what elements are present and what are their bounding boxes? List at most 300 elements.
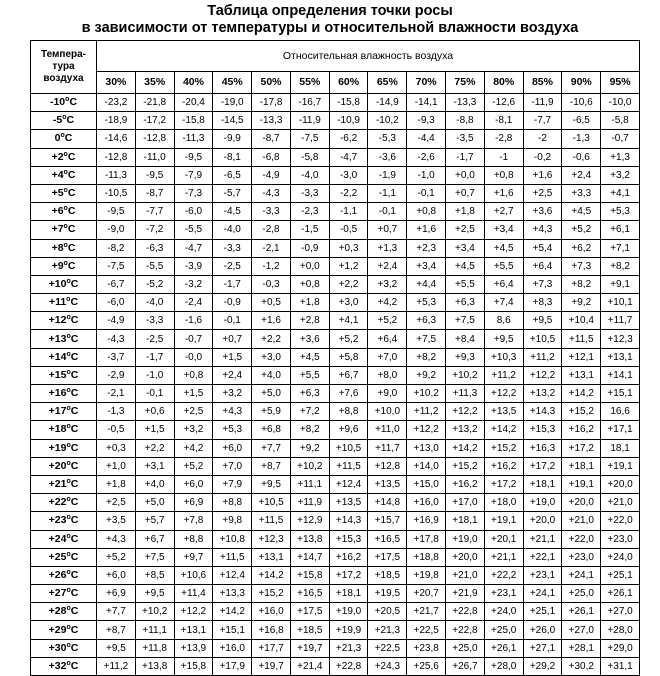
dew-point-cell: +7,5	[407, 330, 446, 348]
dew-point-cell: +12,2	[484, 385, 523, 403]
title-line-2: в зависимости от температуры и относительной влажности воздуха	[81, 20, 579, 36]
temperature-cell	[31, 603, 97, 621]
dew-point-cell: +11,2	[407, 403, 446, 421]
temperature-cell	[31, 439, 97, 457]
humidity-percent-header: 35%	[135, 72, 174, 94]
dew-point-cell: +10,2	[407, 385, 446, 403]
dew-point-cell: -8,7	[135, 184, 174, 202]
celsius-unit: C	[70, 423, 79, 436]
dew-point-cell: +3,3	[562, 184, 601, 202]
dew-point-cell: +0,5	[252, 294, 291, 312]
humidity-percent-header: 65%	[368, 72, 407, 94]
dew-point-table	[30, 40, 640, 676]
celsius-unit: C	[70, 332, 79, 345]
dew-point-cell: +31,1	[601, 657, 640, 675]
dew-point-cell: +19,0	[446, 530, 485, 548]
dew-point-cell: -5,8	[290, 148, 329, 166]
dew-point-cell: +4,3	[213, 403, 252, 421]
temperature-cell	[31, 257, 97, 275]
dew-point-cell: +17,8	[407, 530, 446, 548]
degree-sign: o	[63, 168, 68, 176]
table-row	[31, 239, 640, 257]
dew-point-cell: +13,1	[562, 366, 601, 384]
dew-point-cell: -8,7	[252, 130, 291, 148]
dew-point-cell: +13,5	[329, 494, 368, 512]
temperature-value: +9	[51, 259, 64, 272]
degree-sign: o	[66, 296, 71, 304]
dew-point-cell: -5,7	[213, 184, 252, 202]
dew-point-cell: +1,8	[290, 294, 329, 312]
table-row	[31, 421, 640, 439]
dew-point-cell: +2,7	[484, 203, 523, 221]
dew-point-cell: -3,6	[368, 148, 407, 166]
dew-point-cell: +18,8	[407, 548, 446, 566]
corner-header-line: Темпера-	[40, 49, 87, 60]
degree-sign: o	[63, 259, 68, 267]
dew-point-cell: +18,5	[290, 621, 329, 639]
dew-point-cell: +2,2	[252, 330, 291, 348]
dew-point-cell: -7,3	[174, 184, 213, 202]
dew-point-cell: +13,8	[135, 657, 174, 675]
dew-point-cell: +9,2	[290, 439, 329, 457]
dew-point-cell: +5,4	[523, 239, 562, 257]
dew-point-cell: -2,8	[484, 130, 523, 148]
dew-point-cell: +9,5	[484, 330, 523, 348]
dew-point-cell: -5,5	[174, 221, 213, 239]
dew-point-cell: +12,8	[368, 457, 407, 475]
celsius-unit: C	[70, 441, 79, 454]
dew-point-cell: +0,0	[446, 166, 485, 184]
humidity-percent-header: 45%	[213, 72, 252, 94]
dew-point-cell: +23,8	[407, 639, 446, 657]
dew-point-cell: +9,2	[562, 294, 601, 312]
dew-point-cell: +22,0	[562, 530, 601, 548]
dew-point-cell: +29,2	[523, 657, 562, 675]
dew-point-cell: -6,3	[135, 239, 174, 257]
temperature-value: +12	[48, 314, 67, 327]
dew-point-cell: +6,0	[213, 439, 252, 457]
celsius-unit: C	[70, 387, 79, 400]
dew-point-cell: +1,6	[407, 221, 446, 239]
temperature-value: +20	[48, 459, 67, 472]
dew-point-cell: -20,4	[174, 94, 213, 112]
temperature-cell	[31, 166, 97, 184]
dew-point-cell: -0,1	[368, 203, 407, 221]
dew-point-cell: +11,2	[484, 366, 523, 384]
temperature-cell	[31, 512, 97, 530]
dew-point-cell: +27,0	[601, 603, 640, 621]
dew-point-cell: +10,8	[213, 530, 252, 548]
dew-point-cell: -2,1	[97, 385, 136, 403]
dew-point-cell: +15,2	[252, 585, 291, 603]
dew-point-cell: +11,5	[329, 457, 368, 475]
dew-point-cell: +14,3	[523, 403, 562, 421]
dew-point-cell: +15,3	[329, 530, 368, 548]
dew-point-cell: -3,3	[290, 184, 329, 202]
dew-point-cell: +19,9	[329, 621, 368, 639]
dew-point-cell: +0,8	[290, 275, 329, 293]
dew-point-cell: +6,7	[329, 366, 368, 384]
dew-point-cell: -4,5	[213, 203, 252, 221]
dew-point-cell: +17,2	[523, 457, 562, 475]
table-row	[31, 548, 640, 566]
dew-point-cell: +8,8	[329, 403, 368, 421]
temperature-cell	[31, 403, 97, 421]
dew-point-cell: -8,8	[446, 112, 485, 130]
dew-point-cell: -9,9	[213, 130, 252, 148]
table-row	[31, 494, 640, 512]
degree-sign: o	[66, 514, 71, 522]
humidity-percent-header: 90%	[562, 72, 601, 94]
dew-point-cell: +23,0	[562, 548, 601, 566]
dew-point-cell: +14,8	[368, 494, 407, 512]
dew-point-cell: +22,8	[329, 657, 368, 675]
table-row	[31, 439, 640, 457]
dew-point-cell: +13,2	[446, 421, 485, 439]
dew-point-cell: +21,0	[601, 494, 640, 512]
dew-point-cell: +1,0	[97, 457, 136, 475]
dew-point-cell: +21,1	[523, 530, 562, 548]
dew-point-cell: +15,8	[174, 657, 213, 675]
temperature-cell	[31, 366, 97, 384]
table-row	[31, 94, 640, 112]
dew-point-cell: -15,8	[329, 94, 368, 112]
dew-point-cell: +13,9	[174, 639, 213, 657]
dew-point-cell: +3,2	[601, 166, 640, 184]
humidity-percent-header: 85%	[523, 72, 562, 94]
dew-point-cell: +3,5	[97, 512, 136, 530]
dew-point-cell: +22,5	[407, 621, 446, 639]
temperature-value: +23	[48, 514, 67, 527]
dew-point-cell: +19,0	[329, 603, 368, 621]
dew-point-cell: -2,3	[290, 203, 329, 221]
dew-point-cell: +24,3	[368, 657, 407, 675]
dew-point-cell: -23,2	[97, 94, 136, 112]
degree-sign: o	[66, 459, 71, 467]
dew-point-cell: -1,0	[407, 166, 446, 184]
degree-sign: o	[66, 478, 71, 486]
dew-point-cell: +12,2	[446, 403, 485, 421]
dew-point-cell: -1	[484, 148, 523, 166]
dew-point-cell: -3,9	[174, 257, 213, 275]
dew-point-cell: -6,7	[97, 275, 136, 293]
degree-sign: o	[66, 387, 71, 395]
dew-point-cell: +17,2	[329, 566, 368, 584]
dew-point-cell: -1,7	[213, 275, 252, 293]
dew-point-cell: -4,0	[213, 221, 252, 239]
dew-point-cell: -15,8	[174, 112, 213, 130]
dew-point-cell: +25,1	[523, 603, 562, 621]
dew-point-cell: +3,0	[329, 294, 368, 312]
celsius-unit: C	[67, 168, 76, 181]
degree-sign: o	[66, 496, 71, 504]
temperature-cell	[31, 184, 97, 202]
dew-point-cell: +13,5	[484, 403, 523, 421]
dew-point-cell: -17,2	[135, 112, 174, 130]
dew-point-cell: -6,8	[252, 148, 291, 166]
dew-point-cell: +1,2	[329, 257, 368, 275]
dew-point-cell: +11,3	[446, 385, 485, 403]
dew-point-cell: +10,3	[484, 348, 523, 366]
degree-sign: o	[63, 187, 68, 195]
dew-point-cell: +16,0	[252, 603, 291, 621]
table-row	[31, 512, 640, 530]
dew-point-cell: -7,2	[135, 221, 174, 239]
dew-point-cell: +1,6	[484, 184, 523, 202]
degree-sign: o	[66, 277, 71, 285]
dew-point-cell: +12,4	[213, 566, 252, 584]
temperature-value: +14	[48, 350, 67, 363]
humidity-percent-header: 50%	[252, 72, 291, 94]
table-row	[31, 566, 640, 584]
table-row	[31, 403, 640, 421]
dew-point-cell: -11,9	[290, 112, 329, 130]
dew-point-cell: -10,0	[601, 94, 640, 112]
dew-point-cell: +14,2	[484, 421, 523, 439]
temperature-cell	[31, 621, 97, 639]
temperature-column-header	[31, 41, 97, 94]
table-row	[31, 475, 640, 493]
dew-point-cell: -11,9	[523, 94, 562, 112]
temperature-cell	[31, 330, 97, 348]
degree-sign: o	[60, 132, 65, 140]
dew-point-cell: +8,2	[562, 275, 601, 293]
dew-point-cell: +2,3	[407, 239, 446, 257]
dew-point-cell: +26,0	[523, 621, 562, 639]
degree-sign: o	[62, 114, 67, 122]
dew-point-cell: +27,0	[562, 621, 601, 639]
dew-point-cell: +18,0	[484, 494, 523, 512]
dew-point-cell: +16,0	[213, 639, 252, 657]
temperature-value: +26	[48, 568, 67, 581]
dew-point-cell: +15,1	[213, 621, 252, 639]
dew-point-cell: +2,4	[562, 166, 601, 184]
dew-point-cell: +19,0	[523, 494, 562, 512]
celsius-unit: C	[66, 114, 75, 127]
dew-point-cell: +10,5	[523, 330, 562, 348]
dew-point-cell: +0,7	[368, 221, 407, 239]
dew-point-cell: +19,1	[484, 512, 523, 530]
dew-point-cell: -2	[523, 130, 562, 148]
table-row	[31, 657, 640, 675]
dew-point-cell: +10,6	[174, 566, 213, 584]
dew-point-cell: +12,2	[407, 421, 446, 439]
dew-point-cell: -0,1	[407, 184, 446, 202]
table-row	[31, 621, 640, 639]
temperature-cell	[31, 294, 97, 312]
dew-point-cell: -4,9	[97, 312, 136, 330]
temperature-cell	[31, 657, 97, 675]
dew-point-cell: -0,7	[174, 330, 213, 348]
humidity-percent-header: 80%	[484, 72, 523, 94]
temperature-cell	[31, 566, 97, 584]
dew-point-cell: +17,9	[213, 657, 252, 675]
table-row	[31, 385, 640, 403]
dew-point-cell: +4,3	[97, 530, 136, 548]
dew-point-cell: +7,7	[97, 603, 136, 621]
celsius-unit: C	[70, 496, 79, 509]
dew-point-cell: +11,5	[562, 330, 601, 348]
dew-point-cell: +8,8	[213, 494, 252, 512]
dew-point-cell: +17,7	[252, 639, 291, 657]
celsius-unit: C	[70, 568, 79, 581]
dew-point-cell: +17,1	[601, 421, 640, 439]
dew-point-cell: +17,0	[446, 494, 485, 512]
temperature-cell	[31, 585, 97, 603]
dew-point-cell: -8,2	[97, 239, 136, 257]
dew-point-cell: -11,0	[135, 148, 174, 166]
dew-point-cell: +25,1	[601, 566, 640, 584]
dew-point-cell: +20,1	[484, 530, 523, 548]
dew-point-cell: -16,7	[290, 94, 329, 112]
degree-sign: o	[66, 368, 71, 376]
dew-point-cell: -5,8	[601, 112, 640, 130]
temperature-value: +7	[51, 223, 64, 236]
dew-point-cell: -4,3	[97, 330, 136, 348]
dew-point-cell: +5,2	[329, 330, 368, 348]
dew-point-cell: -8,1	[213, 148, 252, 166]
dew-point-cell: +21,9	[446, 585, 485, 603]
dew-point-cell: +9,8	[213, 512, 252, 530]
dew-point-cell: +24,0	[484, 603, 523, 621]
dew-point-cell: +6,3	[290, 385, 329, 403]
temperature-cell	[31, 275, 97, 293]
dew-point-cell: +16,2	[562, 421, 601, 439]
dew-point-cell: +8,0	[368, 366, 407, 384]
dew-point-cell: -1,3	[562, 130, 601, 148]
dew-point-cell: +1,5	[174, 385, 213, 403]
temperature-cell	[31, 94, 97, 112]
celsius-unit: C	[67, 259, 76, 272]
dew-point-cell: +3,4	[484, 221, 523, 239]
dew-point-cell: +9,2	[407, 366, 446, 384]
dew-point-cell: +23,1	[484, 585, 523, 603]
degree-sign: o	[66, 587, 71, 595]
dew-point-cell: -1,6	[174, 312, 213, 330]
degree-sign: o	[66, 441, 71, 449]
dew-point-cell: +10,2	[135, 603, 174, 621]
dew-point-cell: +3,2	[174, 421, 213, 439]
dew-point-cell: +3,2	[368, 275, 407, 293]
dew-point-cell: +4,2	[368, 294, 407, 312]
dew-point-cell: +4,5	[484, 239, 523, 257]
celsius-unit: C	[70, 587, 79, 600]
table-row	[31, 221, 640, 239]
dew-point-cell: +16,5	[290, 585, 329, 603]
dew-point-cell: +5,0	[135, 494, 174, 512]
dew-point-cell: +19,5	[368, 585, 407, 603]
dew-point-cell: +20,0	[562, 494, 601, 512]
dew-point-cell: +14,2	[252, 566, 291, 584]
dew-point-cell: +12,1	[562, 348, 601, 366]
temperature-value: +11	[48, 296, 67, 309]
dew-point-cell: +6,0	[174, 475, 213, 493]
celsius-unit: C	[70, 350, 79, 363]
dew-point-cell: -1,5	[290, 221, 329, 239]
dew-point-cell: +4,0	[252, 366, 291, 384]
dew-point-cell: +16,2	[329, 548, 368, 566]
dew-point-cell: -7,5	[97, 257, 136, 275]
dew-point-cell: +5,3	[213, 421, 252, 439]
dew-point-cell: -0,5	[97, 421, 136, 439]
humidity-header: Относительная влажность воздуха	[97, 41, 640, 72]
dew-point-cell: +2,2	[329, 275, 368, 293]
table-row	[31, 312, 640, 330]
dew-point-cell: -3,2	[174, 275, 213, 293]
dew-point-cell: +11,5	[213, 548, 252, 566]
degree-sign: o	[66, 659, 71, 667]
dew-point-cell: -4,7	[329, 148, 368, 166]
dew-point-cell: +4,2	[174, 439, 213, 457]
celsius-unit: C	[70, 277, 79, 290]
dew-point-cell: +17,5	[290, 603, 329, 621]
temperature-cell	[31, 494, 97, 512]
degree-sign: o	[66, 423, 71, 431]
dew-point-cell: +11,1	[290, 475, 329, 493]
celsius-unit: C	[70, 623, 79, 636]
degree-sign: o	[66, 332, 71, 340]
dew-point-cell: +11,4	[174, 585, 213, 603]
humidity-percent-header: 60%	[329, 72, 368, 94]
temperature-value: +5	[51, 187, 64, 200]
temperature-value: +2	[51, 150, 64, 163]
humidity-percent-header: 40%	[174, 72, 213, 94]
dew-point-cell: +5,8	[329, 348, 368, 366]
dew-point-cell: +10,5	[329, 439, 368, 457]
corner-header-line: воздуха	[43, 73, 84, 84]
dew-point-cell: +4,5	[446, 257, 485, 275]
temperature-cell	[31, 530, 97, 548]
dew-point-cell: +4,0	[135, 475, 174, 493]
dew-point-cell: 16,6	[601, 403, 640, 421]
dew-point-cell: +18,1	[446, 512, 485, 530]
dew-point-cell: -7,5	[290, 130, 329, 148]
corner-header-line: тура	[52, 61, 75, 72]
celsius-unit: C	[69, 96, 78, 109]
dew-point-cell: +5,0	[252, 385, 291, 403]
dew-point-cell: +18,1	[562, 457, 601, 475]
humidity-percent-header: 75%	[446, 72, 485, 94]
dew-point-cell: +20,0	[601, 475, 640, 493]
dew-point-cell: -1,3	[97, 403, 136, 421]
dew-point-cell: +6,4	[484, 275, 523, 293]
dew-point-cell: -9,0	[97, 221, 136, 239]
temperature-value: +28	[48, 605, 67, 618]
dew-point-cell: +2,5	[523, 184, 562, 202]
dew-point-cell: -2,2	[329, 184, 368, 202]
dew-point-cell: -9,5	[174, 148, 213, 166]
dew-point-cell: +1,3	[368, 239, 407, 257]
dew-point-cell: +3,4	[407, 257, 446, 275]
dew-point-cell: +14,0	[407, 457, 446, 475]
dew-point-cell: +28,0	[484, 657, 523, 675]
dew-point-cell: +19,1	[562, 475, 601, 493]
table-row	[31, 275, 640, 293]
dew-point-cell: -2,5	[213, 257, 252, 275]
dew-point-cell: -6,2	[329, 130, 368, 148]
dew-point-cell: +6,9	[97, 585, 136, 603]
dew-point-cell: +0,3	[97, 439, 136, 457]
dew-point-cell: +0,8	[484, 166, 523, 184]
dew-point-cell: -13,3	[446, 94, 485, 112]
dew-point-cell: +15,1	[601, 385, 640, 403]
dew-point-cell: +21,4	[290, 657, 329, 675]
dew-point-cell: +1,6	[252, 312, 291, 330]
temperature-cell	[31, 548, 97, 566]
dew-point-cell: -3,0	[329, 166, 368, 184]
dew-point-cell: +13,1	[252, 548, 291, 566]
dew-point-cell: +0,7	[213, 330, 252, 348]
